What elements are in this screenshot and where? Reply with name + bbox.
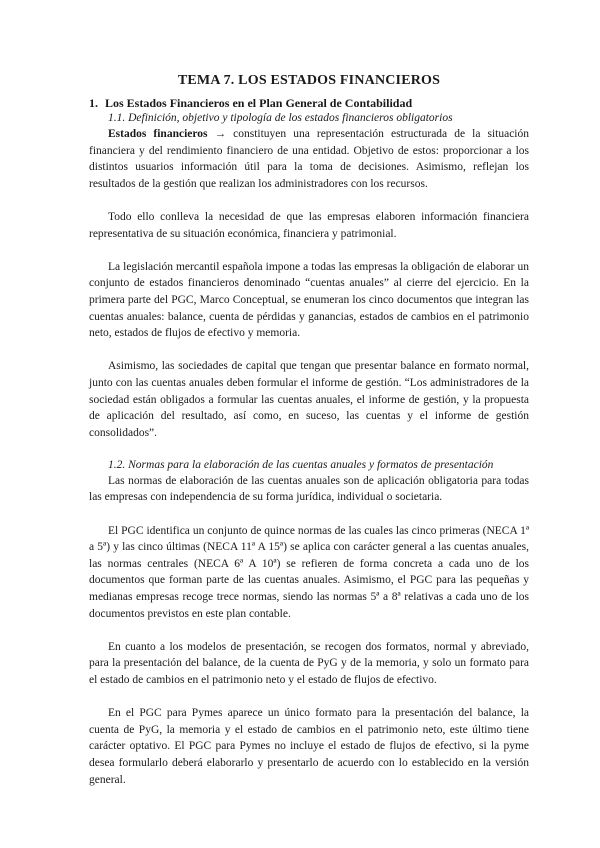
- paragraph-1-1-4: Asimismo, las sociedades de capital que tengan que presentar balance en formato normal, junto con las cuentas anuales deben formular el informe de gestión. “Los administradores de la sociedad están obligados a formular las cuentas anuales, el informe de gestión, y la propuesta de aplicación del resultado, así como, en suceso, las cuentas y el informe de gestión consolidados”.: [89, 360, 529, 439]
- paragraph-1-2-4: En el PGC para Pymes aparece un único formato para la presentación del balance, la cuenta de PyG, la memoria y el estado de cambios en el patrimonio neto, este último tiene carácter optativo. El PGC para Pymes no incluye el estado de flujos de efectivo, si la pyme desea formularlo deberá elaborarlo y presentarlo de acuerdo con lo establecido en la versión general.: [89, 707, 529, 786]
- page-title: TEMA 7. LOS ESTADOS FINANCIEROS: [177, 73, 441, 88]
- paragraph-1-1-3: La legislación mercantil española impone a todas las empresas la obligación de elaborar un conjunto de estados financieros denominado “cuentas anuales” al cierre del ejercicio. En la primera parte del PGC, Marco Conceptual, se enumeran los cinco documentos que integran las cuentas anuales: balance, cuenta de pérdidas y ganancias, estados de cambios en el patrimonio neto, estados de flujos de efectivo y memoria.: [89, 260, 529, 340]
- document-page: [89, 72, 529, 788]
- section-title: Los Estados Financieros en el Plan General de Contabilidad: [105, 96, 413, 110]
- paragraph-1-2-1: Las normas de elaboración de las cuentas anuales son de aplicación obligatoria para todas las empresas con independencia de su forma jurídica, individual o societaria.: [89, 474, 529, 504]
- paragraph-1-2-3: En cuanto a los modelos de presentación, se recogen dos formatos, normal y abreviado, para la presentación del balance, de la cuenta de PyG y de la memoria, y solo un formato para el estado de cambios en el patrimonio neto y el estado de flujos de efectivo.: [89, 640, 529, 686]
- subsection-heading-1-1: 1.1. Definición, objetivo y tipología de los estados financieros obligatorios: [108, 112, 453, 124]
- paragraph-1-1-1: [89, 126, 529, 192]
- section-heading: [89, 96, 529, 111]
- arrow-symbol: →: [214, 128, 227, 140]
- subsection-heading-1-2: 1.2. Normas para la elaboración de las cuentas anuales y formatos de presentación: [108, 458, 494, 471]
- paragraph-1-1-2: Todo ello conlleva la necesidad de que las empresas elaboren información financiera representativa de su situación económica, financiera y patrimonial.: [89, 210, 529, 240]
- term-estados-financieros: Estados financieros: [108, 128, 208, 140]
- paragraph-1-2-2: El PGC identifica un conjunto de quince normas de las cuales las cinco primeras (NECA 1ª a 5ª) y las cinco últimas (NECA 11ª A 15ª) se aplica con carácter general a las cuentas anuales, las normas centrales (NECA 6ª A 10ª) se refieren de forma concreta a cada uno de los documentos que forman parte de las cuentas anuales. Asimismo, el PGC para las pequeñas y medianas empresas recoge trece normas, siendo las normas 5ª a 8ª relativas a cada uno de los documentos previstos en este plan contable.: [89, 524, 529, 620]
- section-number: 1.: [89, 96, 98, 110]
- paragraph-text: constituyen una representación estructurada de la situación financiera y del rendimiento financiero de una entidad. Objetivo de estos: proporcionar a los distintos usuarios información útil para la toma de decisiones. Asimismo, reflejan los resultados de la gestión que realizan los administradores con los recursos.: [89, 128, 529, 190]
